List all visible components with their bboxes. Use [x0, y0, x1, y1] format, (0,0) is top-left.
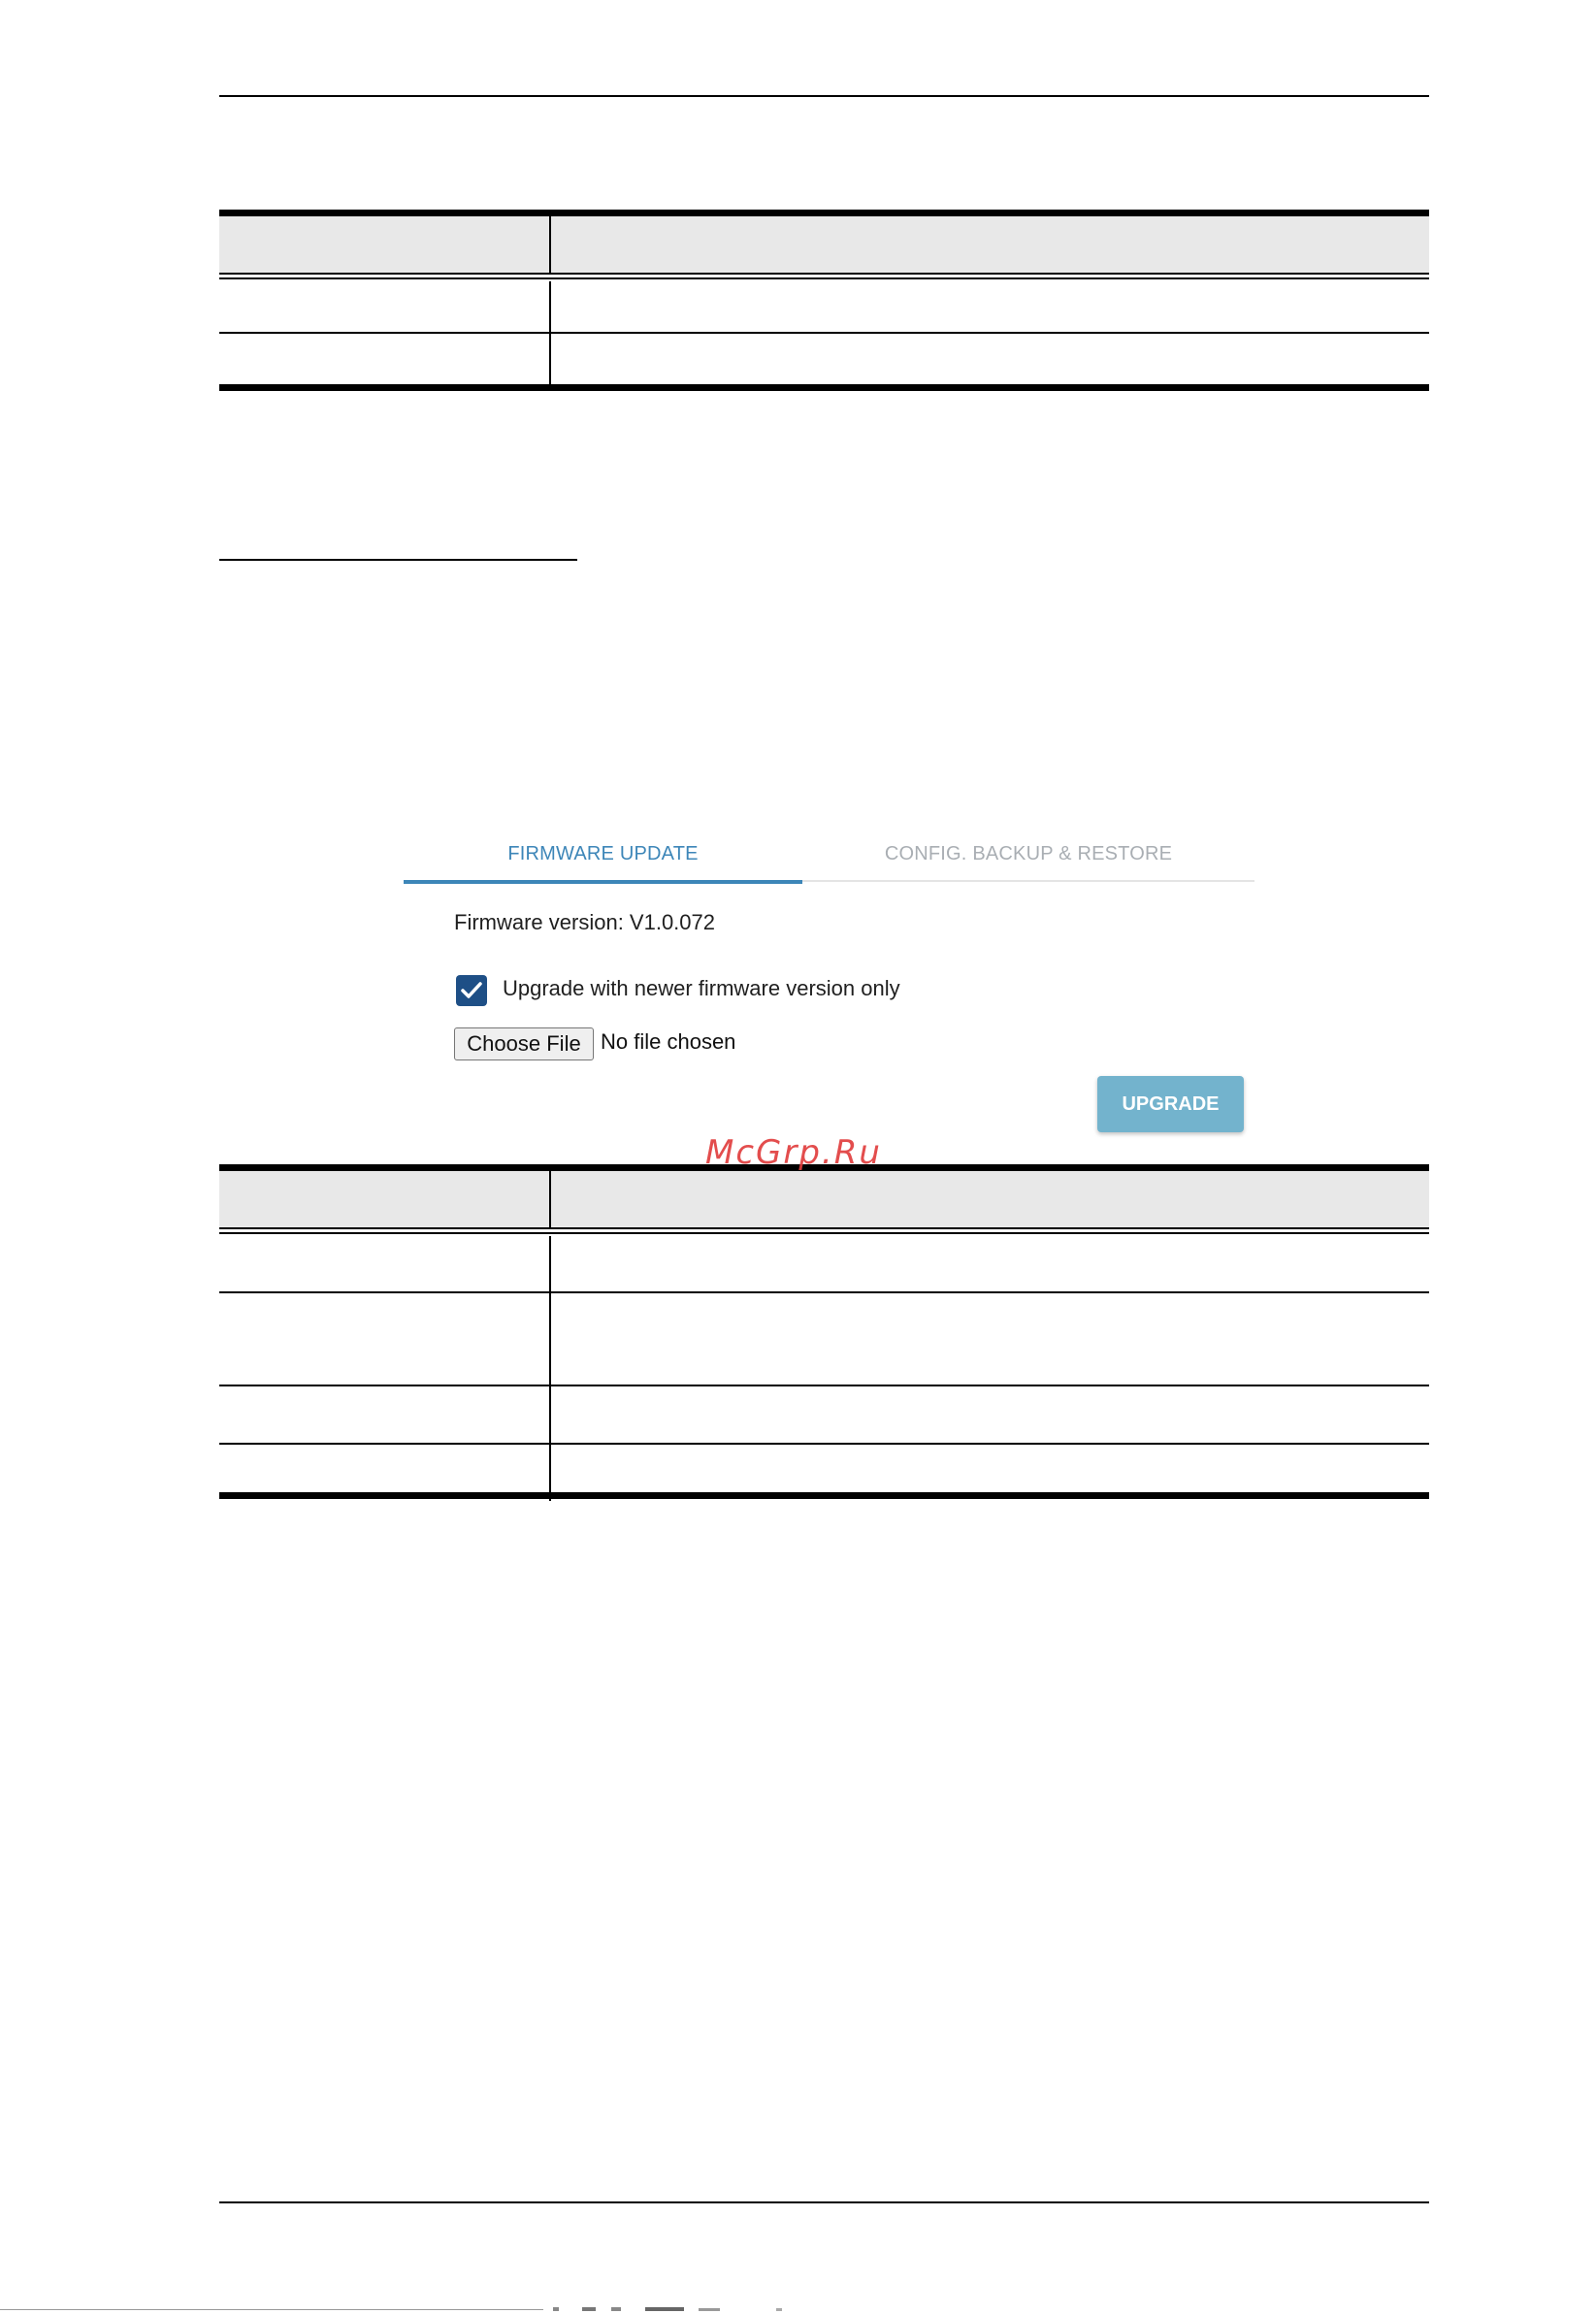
- tab-firmware-update[interactable]: FIRMWARE UPDATE: [404, 820, 802, 884]
- choose-file-button[interactable]: Choose File: [454, 1027, 594, 1060]
- newer-version-only-checkbox[interactable]: [456, 975, 487, 1006]
- table-row: [219, 1443, 1429, 1501]
- tab-bar: [404, 820, 1254, 882]
- bottom-table: [219, 1164, 1429, 1499]
- top-table: [219, 210, 1429, 391]
- table-row: [219, 281, 1429, 332]
- table-row: [219, 1291, 1429, 1385]
- newer-version-only-label[interactable]: Upgrade with newer firmware version only: [503, 976, 900, 1000]
- file-status-text: No file chosen: [601, 1029, 736, 1054]
- table-row: [219, 1385, 1429, 1443]
- table-row: [219, 332, 1429, 391]
- footer-rule: [219, 2201, 1429, 2203]
- bottom-edge-rule: [0, 2309, 543, 2310]
- header-rule: [219, 95, 1429, 97]
- upgrade-button[interactable]: UPGRADE: [1097, 1076, 1244, 1132]
- firmware-version-text: Firmware version: V1.0.072: [454, 910, 715, 934]
- table-row: [219, 1236, 1429, 1291]
- table-header: [219, 216, 1429, 275]
- scan-artifact: [553, 2307, 796, 2312]
- tab-config-backup-restore[interactable]: CONFIG. BACKUP & RESTORE: [884, 843, 1173, 864]
- section-heading-underline: [219, 559, 577, 561]
- watermark-text: McGrp.Ru: [705, 1133, 882, 1172]
- checkmark-icon: [456, 975, 487, 1006]
- table-header: [219, 1171, 1429, 1229]
